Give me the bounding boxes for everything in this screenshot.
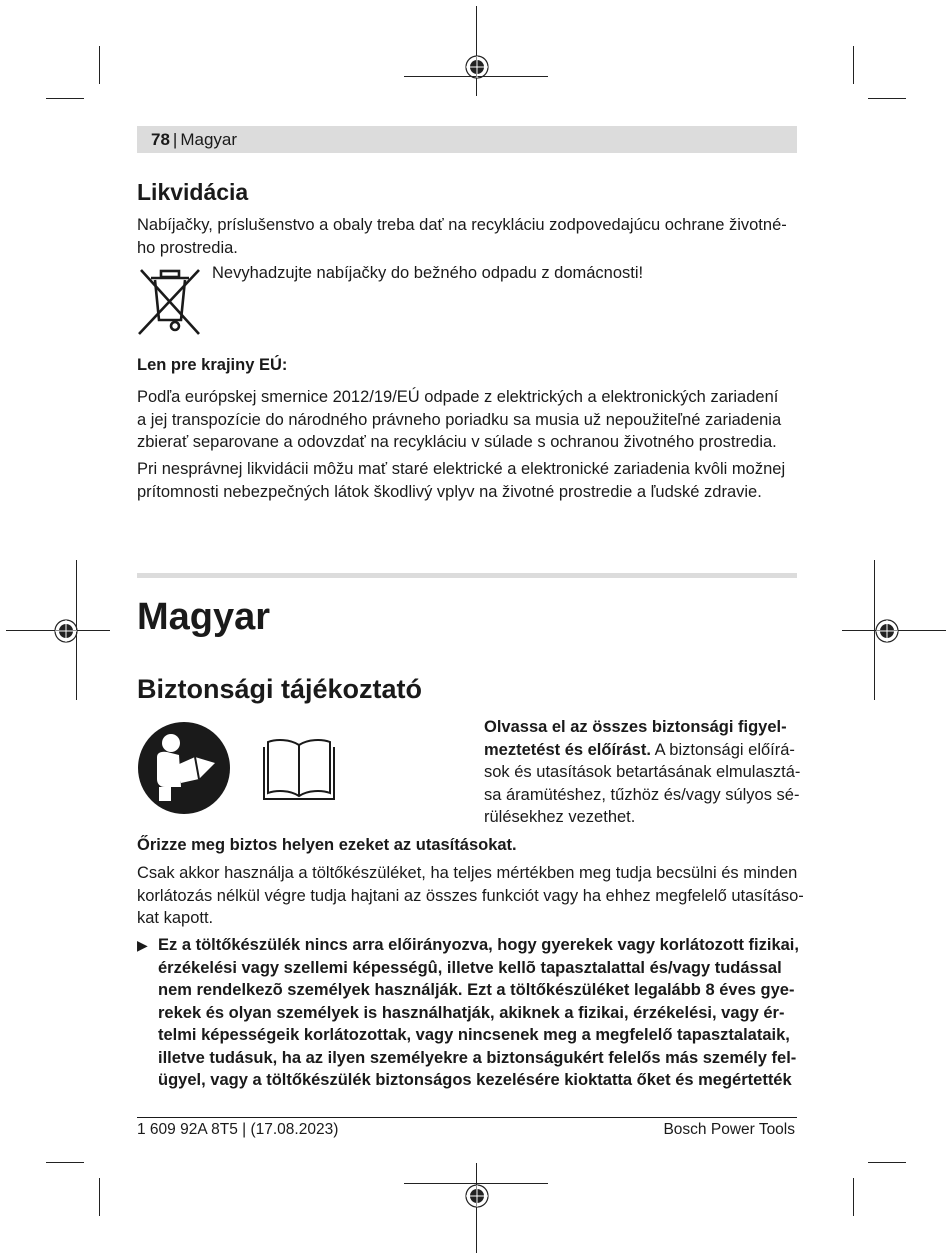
usage-paragraph (137, 862, 804, 930)
text-line: a jej transpozície do národného právneho poriadku sa musia už nepoužiteľné zariadenia (137, 410, 782, 429)
bullet-paragraph (158, 934, 799, 1092)
bold-run: Olvassa el az összes biztonsági figyel- (484, 718, 787, 736)
registration-target-icon (872, 616, 902, 646)
disposal-title: Likvidácia (137, 179, 249, 205)
read-manual-person-icon (137, 721, 231, 815)
eu-heading: Len pre krajiny EÚ: (137, 356, 288, 374)
crop-mark (476, 6, 477, 96)
crop-mark (46, 1162, 84, 1163)
footer-doc-id: 1 609 92A 8T5 | (17.08.2023) (137, 1121, 339, 1138)
text-line: korlátozás nélkül végre tudja hajtani az összes funkciót vagy ha ehhez megfelelő utasításo- (137, 886, 804, 905)
bullet-arrow-icon: ▶ (137, 937, 148, 953)
text-line: ügyel, vagy a töltőkészülék biztonságos kezelésére kioktatta őket és megértették (158, 1071, 792, 1089)
eu-paragraph (137, 386, 781, 454)
manual-book-icon (262, 737, 336, 801)
text-line: ho prostredia. (137, 238, 238, 257)
crop-mark (868, 1162, 906, 1163)
read-warnings-paragraph (484, 716, 800, 829)
text-line (484, 739, 800, 762)
warning-paragraph (137, 458, 785, 503)
registration-target-icon (462, 52, 492, 82)
page-number: 78 (151, 130, 170, 149)
text-line (484, 761, 800, 784)
section-divider (137, 573, 797, 578)
text-line: kat kapott. (137, 909, 214, 927)
text-line: Ez a töltőkészülék nincs arra előirányozva, hogy gyerekek vagy korlátozott fizikai, (158, 936, 799, 954)
crop-mark (868, 98, 906, 99)
crop-mark (99, 46, 100, 84)
text-run: rülésekhez vezethet. (484, 808, 636, 826)
text-line (484, 716, 800, 739)
text-run: sa áramütéshez, tűzhöz és/vagy súlyos sé- (484, 785, 800, 804)
text-line: telmi képességeik korlátozottak, vagy nincsenek meg a megfelelő tapasztalataik, (158, 1026, 790, 1044)
text-line: illetve tudásuk, ha az ilyen személyekre a biztonságukért felelős más személy fel- (158, 1048, 797, 1067)
footer-rule (137, 1117, 797, 1118)
text-line: érzékelési vagy szellemi képességû, illetve kellõ tapasztalattal és/vagy tudással (158, 958, 782, 977)
registration-target-icon (51, 616, 81, 646)
bold-run: meztetést és előírást. (484, 740, 651, 759)
text-line: Csak akkor használja a töltőkészüléket, ha teljes mértékben meg tudja becsülni és minden (137, 864, 798, 882)
page-header (137, 126, 797, 153)
text-line: Podľa európskej smernice 2012/19/EÚ odpade z elektrických a elektronických zariadení (137, 388, 779, 406)
keep-instructions-note: Őrizze meg biztos helyen ezeket az utasításokat. (137, 836, 517, 854)
section-title: Magyar (137, 596, 271, 638)
text-run: sok és utasítások betartásának elmulasztá- (484, 763, 801, 781)
bin-note: Nevyhadzujte nabíjačky do bežného odpadu z domácnosti! (212, 264, 644, 282)
crop-mark (99, 1178, 100, 1216)
header-separator: | (172, 130, 178, 149)
crossed-bin-icon (137, 266, 203, 336)
crop-mark (46, 98, 84, 99)
registration-target-icon (462, 1181, 492, 1211)
crop-mark (853, 1178, 854, 1216)
disposal-intro (137, 214, 787, 259)
text-line: Pri nesprávnej likvidácii môžu mať staré elektrické a elektronické zariadenia kvôli možnej (137, 460, 786, 478)
text-line: Nabíjačky, príslušenstvo a obaly treba dať na recykláciu zodpovedajúcu ochrane životné- (137, 216, 787, 234)
text-run: A biztonsági előírá- (650, 740, 795, 759)
text-line: zbierať separovane a odovzdať na recykláciu v súlade s ochranou životného prostredia. (137, 433, 777, 451)
safety-title: Biztonsági tájékoztató (137, 674, 423, 704)
text-line: rekek és olyan személyek is használhatják, akiknek a fizikai, érzékelési, vagy ér- (158, 1003, 785, 1022)
footer-brand: Bosch Power Tools (663, 1121, 795, 1138)
crop-mark (853, 46, 854, 84)
text-line: prítomnosti nebezpečných látok škodlivý vplyv na životné prostredie a ľudské zdravie. (137, 482, 762, 501)
text-line (484, 784, 800, 807)
header-language: Magyar (180, 130, 238, 149)
text-line (484, 806, 800, 829)
text-line: nem rendelkezõ személyek használják. Ezt a töltőkészüléket legalább 8 éves gye- (158, 981, 795, 999)
